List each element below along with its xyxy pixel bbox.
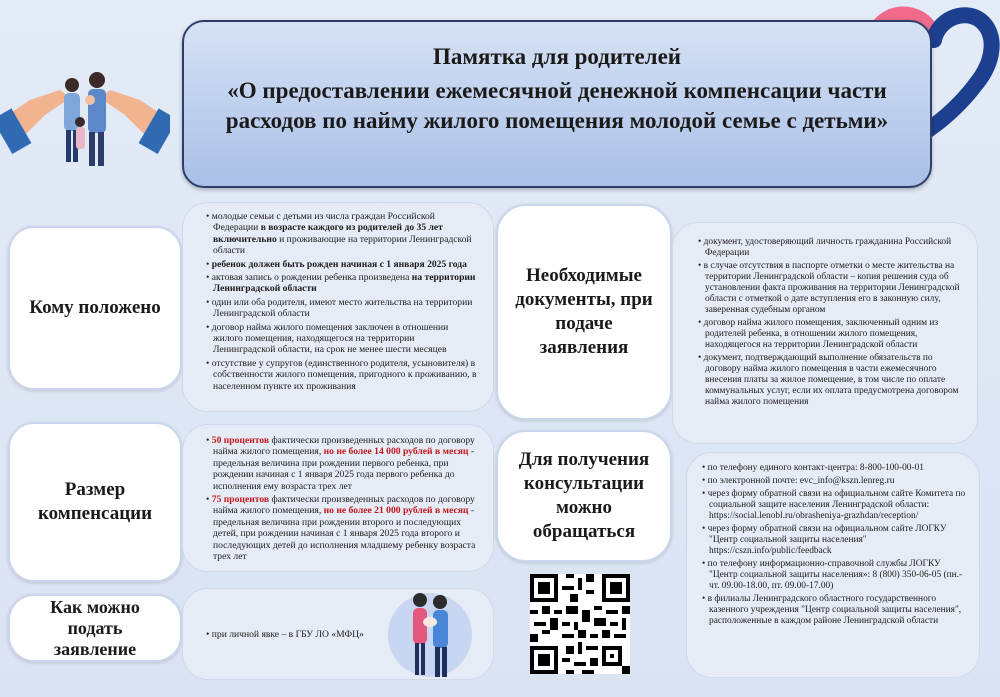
consult-panel bbox=[686, 452, 980, 678]
who-item-bold: в возрасте каждого из родителей до 35 лет включительно bbox=[213, 222, 443, 245]
who-item bbox=[205, 297, 479, 320]
title-banner bbox=[182, 20, 932, 188]
who-panel bbox=[182, 202, 494, 412]
consult-item: • через форму обратной связи на официальном сайте ЛОГКУ "Центр социальной защиты населения" https://cszn.info/public/feedback bbox=[701, 524, 967, 557]
amount-percent: 50 процентов bbox=[211, 435, 270, 446]
docs-panel bbox=[672, 222, 978, 444]
consult-item: • по телефону информационно-справочной службы ЛОГКУ "Центр социальной защиты населения»: 8 (800) 350-06-05 (пн.-чт. 09.00-18.00, пт. 09.00-17.00) bbox=[701, 559, 967, 592]
qr-code-icon[interactable] bbox=[530, 574, 630, 674]
who-item bbox=[205, 358, 479, 392]
page-subtitle: «О предоставлении ежемесячной денежной компенсации части расходов по найму жилого помещения молодой семье с детьми» bbox=[225, 78, 889, 133]
amount-text: фактически произведенных расходов по договору найма жилого помещения, bbox=[213, 435, 475, 458]
docs-item: • документ, удостоверяющий личность гражданина Российской Федерации bbox=[697, 237, 965, 259]
docs-item: • документ, подтверждающий выполнение обязательств по договору найма жилого помещения в части ежемесячного внесения платы за жилое помещение, в том числе по оплате коммунальных услуг, если их оплата предусмотрена договором найма жилого помещения bbox=[697, 353, 965, 408]
who-item-text: отсутствие у супругов (единственного родителя, усыновителя) в собственности жилого помещения, пригодного к проживанию, в населенном пункте их проживания bbox=[211, 357, 477, 392]
consult-item: • в филиалы Ленинградского областного государственного казенного учреждения "Центр социальной защиты населения", расположенные в каждом районе Ленинградской области bbox=[701, 594, 967, 627]
label-how bbox=[8, 594, 182, 662]
label-consult bbox=[496, 430, 672, 562]
label-who-text: Кому положено bbox=[29, 297, 161, 318]
family-hands-icon bbox=[0, 40, 170, 170]
who-item-text: молодые семьи с детьми из числа граждан Российской Федерации bbox=[211, 211, 435, 234]
label-consult-text: Для получения консультации можно обращаться bbox=[518, 449, 650, 542]
who-item-text: и проживающие на территории Ленинградской области bbox=[213, 233, 472, 257]
amount-limit: но не более 21 000 рублей в месяц bbox=[323, 505, 469, 517]
consult-item: • через форму обратной связи на официальном сайте Комитета по социальной защите населения Ленинградской области: https://social.lenobl.ru/obrasheniya-grazhdan/reception/ bbox=[701, 489, 967, 522]
consult-item: • по телефону единого контакт-центра: 8-800-100-00-01 bbox=[701, 463, 967, 474]
label-how-text: Как можно подать заявление bbox=[50, 596, 140, 659]
page-title: Памятка для родителей bbox=[432, 44, 682, 69]
who-item-bold: на территории Ленинградской области bbox=[213, 272, 476, 295]
label-who bbox=[8, 226, 182, 390]
who-list bbox=[205, 211, 479, 392]
docs-list bbox=[697, 237, 965, 408]
label-docs bbox=[496, 204, 672, 420]
couple-baby-icon bbox=[380, 580, 480, 680]
who-item-text: актовая запись о рождении ребенка произведена bbox=[211, 272, 412, 284]
amount-item bbox=[205, 435, 479, 492]
amount-text: - предельная величина при рождении первого ребенка, при рождении начиная с 1 января 2025 года первого ребенка до исполнения ему возраста трех лет bbox=[213, 446, 475, 492]
label-docs-text: Необходимые документы, при подаче заявления bbox=[515, 265, 653, 358]
who-item bbox=[205, 211, 479, 257]
amount-limit: но не более 14 000 рублей в месяц bbox=[323, 446, 469, 458]
who-item-bold: ребенок должен быть рожден начиная с 1 января 2025 года bbox=[211, 258, 467, 270]
who-item-text: один или оба родителя, имеют место жительства на территории Ленинградской области bbox=[211, 296, 473, 320]
who-item bbox=[205, 259, 479, 270]
docs-item: • договор найма жилого помещения, заключенный одним из родителей ребенка, в отношении жилого помещения, находящегося на территории Ленинградской области bbox=[697, 318, 965, 351]
amount-text: фактически произведенных расходов по договору найма жилого помещения, bbox=[213, 494, 475, 517]
who-item bbox=[205, 322, 479, 356]
label-amount bbox=[8, 422, 182, 582]
who-item-text: договор найма жилого помещения заключен в отношении жилого помещения, находящегося на территории Ленинградской области, на срок не менее шести месяцев bbox=[211, 321, 449, 356]
label-amount-text: Размер компенсации bbox=[37, 479, 153, 524]
consult-list bbox=[701, 463, 967, 627]
amount-item bbox=[205, 494, 479, 562]
how-item: • при личной явке – в ГБУ ЛО «МФЦ» bbox=[205, 629, 479, 640]
amount-list bbox=[205, 435, 479, 562]
consult-item: • по электронной почте: evc_info@kszn.lenreg.ru bbox=[701, 476, 967, 487]
amount-panel bbox=[182, 424, 494, 572]
docs-item: • в случае отсутствия в паспорте отметки о месте жительства на территории Ленинградской области – копия решения суда об установлении факта проживания на территории Ленинградской области с отметкой о дате вступления его в законную силу, заверенная судебным органом bbox=[697, 261, 965, 316]
amount-text: - предельная величина при рождении второго и последующих детей, при рождении начиная с 1 января 2025 года второго и последующих детей до исполнения младшему ребенку возраста трех лет bbox=[213, 505, 476, 563]
who-item bbox=[205, 272, 479, 295]
amount-percent: 75 процентов bbox=[211, 494, 270, 506]
